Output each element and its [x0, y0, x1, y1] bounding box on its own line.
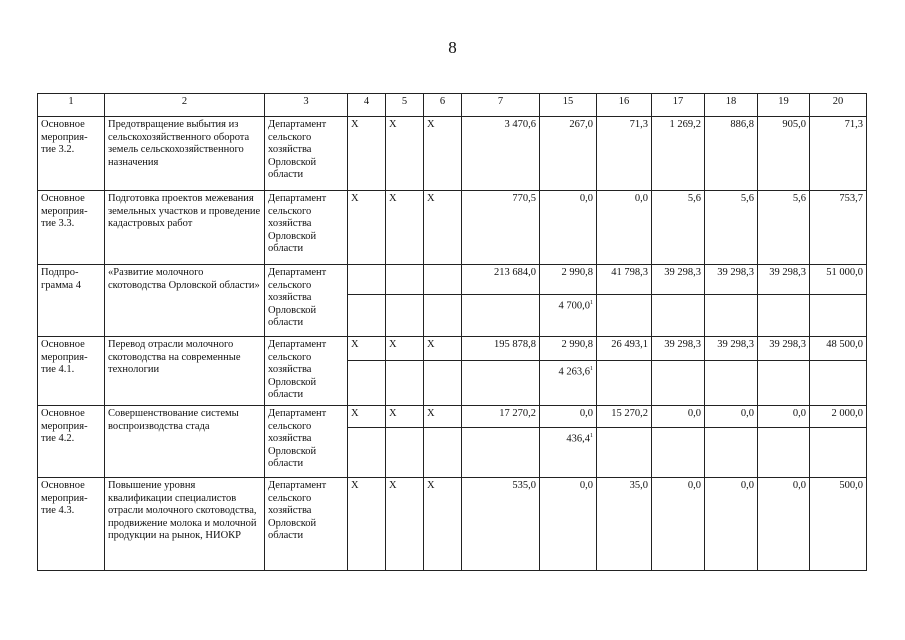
cell-mark: X: [386, 191, 424, 265]
table-row: [38, 265, 867, 295]
cell-activity-name: Повышение уровня квалификации специалистов отрасли молочного скотоводства, продвижение молока и молочной продукции на рынок, НИОКР: [105, 478, 265, 571]
cell-executor: Департамент сельского хозяйства Орловской области: [265, 191, 348, 265]
empty-cell: [758, 295, 810, 337]
header-row: [38, 94, 867, 117]
empty-cell: [348, 295, 386, 337]
budget-table: [37, 93, 867, 571]
cell-activity-name: Перевод отрасли молочного скотоводства на современные технологии: [105, 337, 265, 406]
header-cell: 2: [105, 94, 265, 117]
cell-mark: X: [386, 406, 424, 428]
empty-cell: [386, 295, 424, 337]
cell-year-value: 0,0: [597, 191, 652, 265]
cell-total: 213 684,0: [462, 265, 540, 295]
empty-cell: [348, 428, 386, 478]
empty-cell: [652, 428, 705, 478]
cell-year-value: 39 298,3: [705, 337, 758, 361]
additional-value: 436,4: [566, 433, 590, 445]
cell-mark: X: [348, 117, 386, 191]
empty-cell: [705, 361, 758, 406]
cell-mark: X: [424, 406, 462, 428]
empty-cell: [705, 428, 758, 478]
cell-year-value: 0,0: [758, 478, 810, 571]
cell-year-value: 0,0: [540, 191, 597, 265]
cell-program-code: Основное мероприя-тие 4.1.: [38, 337, 105, 406]
cell-total: 17 270,2: [462, 406, 540, 428]
cell-executor: Департамент сельского хозяйства Орловской области: [265, 406, 348, 478]
cell-year-value: 5,6: [652, 191, 705, 265]
cell-year-value: 0,0: [540, 478, 597, 571]
empty-cell: [462, 295, 540, 337]
cell-mark: [348, 265, 386, 295]
empty-cell: [597, 361, 652, 406]
cell-mark: X: [348, 191, 386, 265]
cell-mark: X: [348, 406, 386, 428]
table-row: [38, 337, 867, 361]
cell-year-value: 5,6: [758, 191, 810, 265]
cell-mark: X: [424, 117, 462, 191]
header-cell: 3: [265, 94, 348, 117]
cell-year-value: 0,0: [540, 406, 597, 428]
cell-executor: Департамент сельского хозяйства Орловской области: [265, 265, 348, 337]
cell-program-code: Подпро-грамма 4: [38, 265, 105, 337]
empty-cell: [810, 428, 867, 478]
cell-mark: X: [348, 337, 386, 361]
empty-cell: [758, 428, 810, 478]
cell-activity-name: Предотвращение выбытия из сельскохозяйственного оборота земель сельскохозяйственного назначения: [105, 117, 265, 191]
table-row: [38, 406, 867, 428]
cell-year-value: 1 269,2: [652, 117, 705, 191]
cell-year-value: 15 270,2: [597, 406, 652, 428]
cell-total: 535,0: [462, 478, 540, 571]
cell-year-value: 39 298,3: [652, 337, 705, 361]
cell-year-value: 71,3: [810, 117, 867, 191]
empty-cell: [462, 428, 540, 478]
cell-year-value: 0,0: [652, 406, 705, 428]
cell-year-value: 51 000,0: [810, 265, 867, 295]
cell-year-value: 0,0: [652, 478, 705, 571]
cell-activity-name: Подготовка проектов межевания земельных участков и проведение кадастровых работ: [105, 191, 265, 265]
cell-year-value: 2 000,0: [810, 406, 867, 428]
header-cell: 17: [652, 94, 705, 117]
additional-value: 4 263,6: [558, 366, 590, 378]
cell-year-value: 71,3: [597, 117, 652, 191]
header-cell: 1: [38, 94, 105, 117]
footnote-mark: 1: [590, 433, 593, 439]
cell-executor: Департамент сельского хозяйства Орловской области: [265, 478, 348, 571]
cell-year-value: 48 500,0: [810, 337, 867, 361]
cell-year-value: 39 298,3: [758, 265, 810, 295]
cell-year-value: 905,0: [758, 117, 810, 191]
cell-additional-value: [540, 428, 597, 478]
header-cell: 15: [540, 94, 597, 117]
empty-cell: [424, 361, 462, 406]
footnote-mark: 1: [590, 300, 593, 306]
cell-total: 770,5: [462, 191, 540, 265]
empty-cell: [597, 295, 652, 337]
cell-year-value: 2 990,8: [540, 265, 597, 295]
cell-total: 195 878,8: [462, 337, 540, 361]
header-cell: 20: [810, 94, 867, 117]
header-cell: 7: [462, 94, 540, 117]
table-row: [38, 478, 867, 571]
cell-mark: X: [386, 337, 424, 361]
cell-program-code: Основное мероприя-тие 3.3.: [38, 191, 105, 265]
cell-activity-name: Совершенствование системы воспроизводства стада: [105, 406, 265, 478]
cell-year-value: 39 298,3: [705, 265, 758, 295]
cell-year-value: 753,7: [810, 191, 867, 265]
cell-executor: Департамент сельского хозяйства Орловской области: [265, 337, 348, 406]
header-cell: 5: [386, 94, 424, 117]
cell-mark: [386, 265, 424, 295]
cell-mark: X: [386, 478, 424, 571]
cell-year-value: 0,0: [705, 478, 758, 571]
table-row: [38, 117, 867, 191]
additional-value: 4 700,0: [558, 300, 590, 312]
header-cell: 16: [597, 94, 652, 117]
cell-year-value: 5,6: [705, 191, 758, 265]
cell-year-value: 26 493,1: [597, 337, 652, 361]
cell-mark: X: [386, 117, 424, 191]
cell-program-code: Основное мероприя-тие 4.3.: [38, 478, 105, 571]
cell-year-value: 39 298,3: [652, 265, 705, 295]
cell-year-value: 886,8: [705, 117, 758, 191]
empty-cell: [758, 361, 810, 406]
cell-mark: [424, 265, 462, 295]
cell-year-value: 0,0: [705, 406, 758, 428]
header-cell: 6: [424, 94, 462, 117]
footnote-mark: 1: [590, 366, 593, 372]
empty-cell: [348, 361, 386, 406]
empty-cell: [810, 361, 867, 406]
cell-activity-name: «Развитие молочного скотоводства Орловской области»: [105, 265, 265, 337]
header-cell: 4: [348, 94, 386, 117]
cell-program-code: Основное мероприя-тие 4.2.: [38, 406, 105, 478]
cell-mark: X: [348, 478, 386, 571]
cell-year-value: 41 798,3: [597, 265, 652, 295]
empty-cell: [424, 295, 462, 337]
empty-cell: [652, 295, 705, 337]
page-number: 8: [448, 38, 457, 57]
header-cell: 18: [705, 94, 758, 117]
cell-mark: X: [424, 337, 462, 361]
empty-cell: [597, 428, 652, 478]
empty-cell: [705, 295, 758, 337]
cell-year-value: 500,0: [810, 478, 867, 571]
cell-mark: X: [424, 478, 462, 571]
empty-cell: [810, 295, 867, 337]
empty-cell: [386, 361, 424, 406]
cell-additional-value: [540, 295, 597, 337]
cell-year-value: 35,0: [597, 478, 652, 571]
cell-year-value: 2 990,8: [540, 337, 597, 361]
cell-executor: Департамент сельского хозяйства Орловской области: [265, 117, 348, 191]
cell-total: 3 470,6: [462, 117, 540, 191]
empty-cell: [652, 361, 705, 406]
cell-year-value: 0,0: [758, 406, 810, 428]
cell-year-value: 39 298,3: [758, 337, 810, 361]
empty-cell: [462, 361, 540, 406]
cell-mark: X: [424, 191, 462, 265]
cell-additional-value: [540, 361, 597, 406]
header-cell: 19: [758, 94, 810, 117]
empty-cell: [386, 428, 424, 478]
empty-cell: [424, 428, 462, 478]
cell-year-value: 267,0: [540, 117, 597, 191]
cell-program-code: Основное мероприя-тие 3.2.: [38, 117, 105, 191]
table-row: [38, 191, 867, 265]
